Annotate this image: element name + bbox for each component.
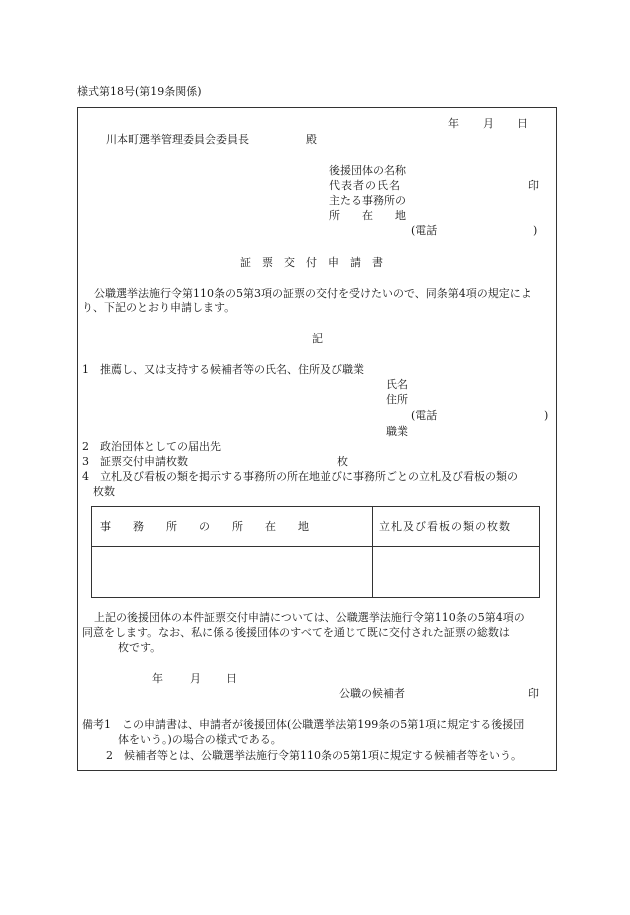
candidate-name-label: 氏名 (386, 378, 408, 391)
note-1-line-1: 備考1 この申請書は、申請者が後援団体(公職選挙法第199条の5第1項に規定する後援団 (82, 718, 525, 731)
item-3-unit: 枚 (337, 455, 348, 468)
candidate-seal: 印 (528, 687, 539, 700)
consent-line-1: 上記の後援団体の本件証票交付申請については、公職選挙法施行令第110条の5第4項の (94, 611, 525, 624)
item-2: 2 政治団体としての届出先 (82, 440, 221, 453)
item-3: 3 証票交付申請枚数 (82, 455, 188, 468)
office-sign-table (91, 506, 540, 598)
candidate-phone-open: (電話 (411, 409, 438, 422)
org-name-label: 後援団体の名称 (329, 164, 406, 177)
seal-mark: 印 (528, 179, 539, 192)
intro-line-2: り、下記のとおり申請します。 (82, 301, 236, 314)
item-4-line-1: 4 立札及び看板の類を掲示する事務所の所在地並びに事務所ごとの立札及び看板の類の (82, 470, 518, 483)
applicant-phone-open: (電話 (411, 224, 438, 237)
note-2: 2 候補者等とは、公職選挙法施行令第110条の5第1項に規定する候補者等をいう。 (106, 749, 522, 762)
date-month: 月 (483, 117, 494, 130)
consent-date-day: 日 (226, 672, 237, 685)
office-label-2: 所 在 地 (329, 209, 406, 222)
applicant-phone-close: ) (533, 224, 538, 237)
form-number: 様式第18号(第19条関係) (77, 85, 202, 98)
rep-name-label: 代表者の氏名 (329, 179, 401, 192)
date-year: 年 (448, 117, 459, 130)
table-column-divider (372, 507, 373, 597)
candidate-address-label: 住所 (386, 393, 408, 406)
document-title: 証 票 交 付 申 請 書 (240, 256, 383, 269)
item-1: 1 推薦し、又は支持する候補者等の氏名、住所及び職業 (82, 363, 364, 376)
note-1-line-2: 体をいう。)の場合の様式である。 (118, 733, 282, 746)
table-header-sign-count: 立札及び看板の類の枚数 (379, 520, 511, 533)
ki-heading: 記 (312, 332, 323, 345)
consent-date-year: 年 (152, 672, 163, 685)
candidate-label: 公職の候補者 (339, 687, 405, 700)
candidate-job-label: 職業 (386, 425, 408, 438)
table-header-divider (92, 546, 539, 547)
consent-line-2: 同意をします。なお、私に係る後援団体のすべてを通じて既に交付された証票の総数は (82, 626, 510, 639)
item-4-line-2: 枚数 (93, 485, 115, 498)
addressee-honorific: 殿 (306, 133, 317, 146)
table-header-location: 事 務 所 の 所 在 地 (100, 520, 309, 533)
consent-line-3: 枚です。 (118, 641, 162, 654)
office-label-1: 主たる事務所の (329, 194, 406, 207)
date-day: 日 (517, 117, 528, 130)
candidate-phone-close: ) (544, 409, 549, 422)
consent-date-month: 月 (190, 672, 201, 685)
addressee-name: 川本町選挙管理委員会委員長 (106, 133, 249, 146)
intro-line-1: 公職選挙法施行令第110条の5第3項の証票の交付を受けたいので、同条第4項の規定によ (94, 287, 532, 300)
